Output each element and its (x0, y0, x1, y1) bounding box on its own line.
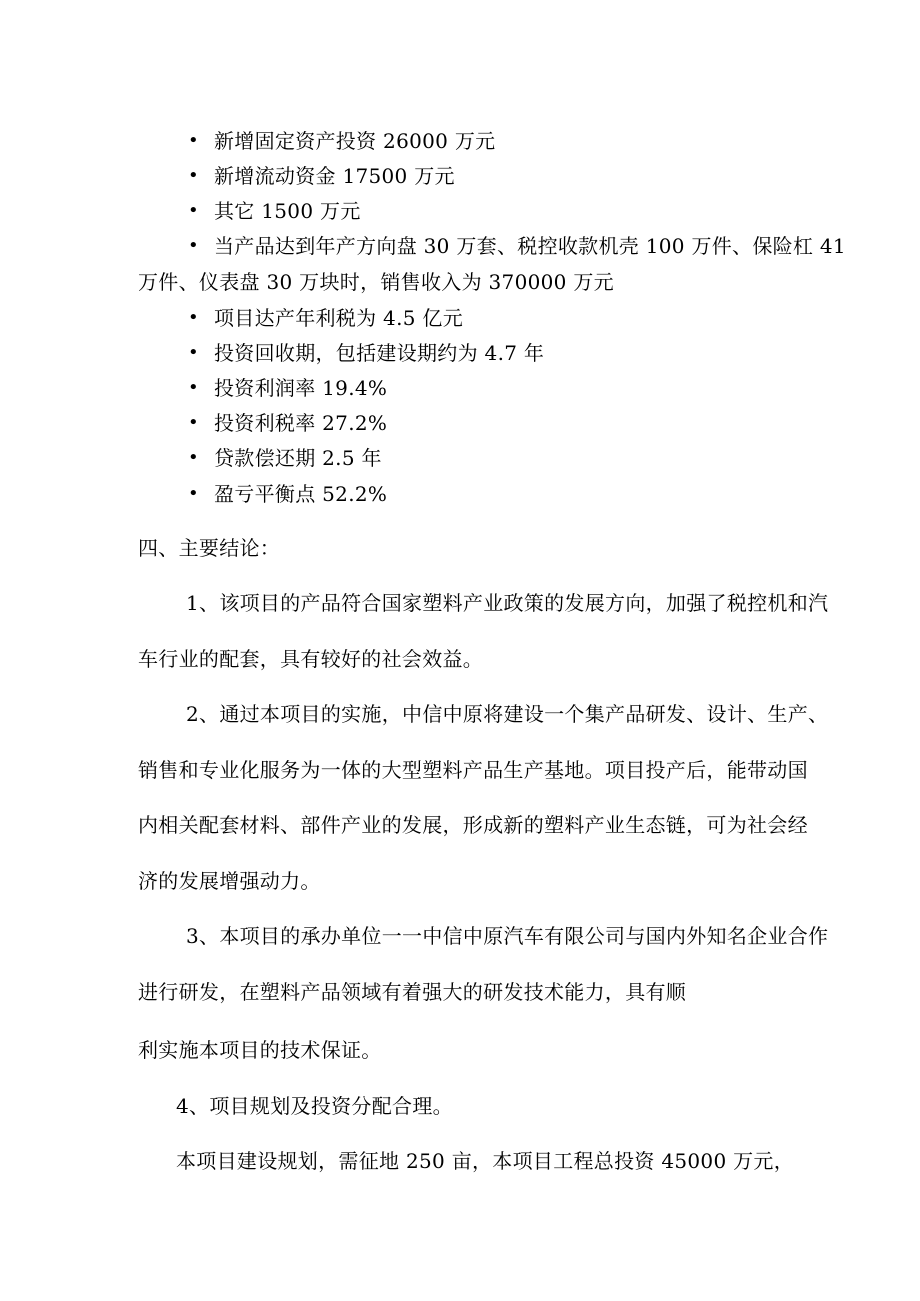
paragraph-line: 利实施本项目的技术保证。 (138, 1038, 382, 1062)
paragraph-line: 内相关配套材料、部件产业的发展，形成新的塑料产业生态链，可为社会经 (138, 813, 808, 837)
bullet-item-profit-rate: 投资利润率 19.4% (214, 376, 388, 400)
bullet-item-break-even: 盈亏平衡点 52.2% (214, 482, 388, 506)
bullet-marker: • (188, 412, 199, 433)
bullet-item-sales-revenue-continuation: 万件、仪表盘 30 万块时，销售收入为 370000 万元 (138, 270, 614, 294)
paragraph-line: 1、该项目的产品符合国家塑料产业政策的发展方向，加强了税控机和汽 (186, 591, 829, 615)
bullet-marker: • (188, 447, 199, 468)
paragraph-line: 4、项目规划及投资分配合理。 (176, 1094, 453, 1118)
bullet-item-other: 其它 1500 万元 (214, 199, 361, 223)
paragraph-line: 车行业的配套，具有较好的社会效益。 (138, 647, 484, 671)
paragraph-line: 本项目建设规划，需征地 250 亩，本项目工程总投资 45000 万元， (176, 1149, 795, 1173)
bullet-item-working-capital: 新增流动资金 17500 万元 (214, 164, 455, 188)
bullet-marker: • (188, 307, 199, 328)
bullet-item-sales-revenue: 当产品达到年产方向盘 30 万套、税控收款机壳 100 万件、保险杠 41 (214, 234, 846, 258)
paragraph-line: 3、本项目的承办单位一一中信中原汽车有限公司与国内外知名企业合作 (186, 924, 829, 948)
bullet-marker: • (188, 200, 199, 221)
bullet-marker: • (188, 377, 199, 398)
bullet-item-loan-repayment: 贷款偿还期 2.5 年 (214, 446, 382, 470)
section-heading: 四、主要结论： (138, 536, 281, 560)
bullet-item-fixed-assets: 新增固定资产投资 26000 万元 (214, 129, 496, 153)
bullet-marker: • (188, 130, 199, 151)
bullet-item-profit-tax: 项目达产年利税为 4.5 亿元 (214, 306, 464, 330)
paragraph-line: 2、通过本项目的实施，中信中原将建设一个集产品研发、设计、生产、 (186, 702, 829, 726)
bullet-item-profit-tax-rate: 投资利税率 27.2% (214, 411, 388, 435)
bullet-item-payback-period: 投资回收期，包括建设期约为 4.7 年 (214, 341, 545, 365)
paragraph-line: 济的发展增强动力。 (138, 869, 321, 893)
paragraph-line: 销售和专业化服务为一体的大型塑料产品生产基地。项目投产后，能带动国 (138, 758, 808, 782)
paragraph-line: 进行研发，在塑料产品领域有着强大的研发技术能力，具有顺 (138, 980, 687, 1004)
bullet-marker: • (188, 165, 199, 186)
bullet-marker: • (188, 483, 199, 504)
bullet-marker: • (188, 342, 199, 363)
bullet-marker: • (188, 235, 199, 256)
